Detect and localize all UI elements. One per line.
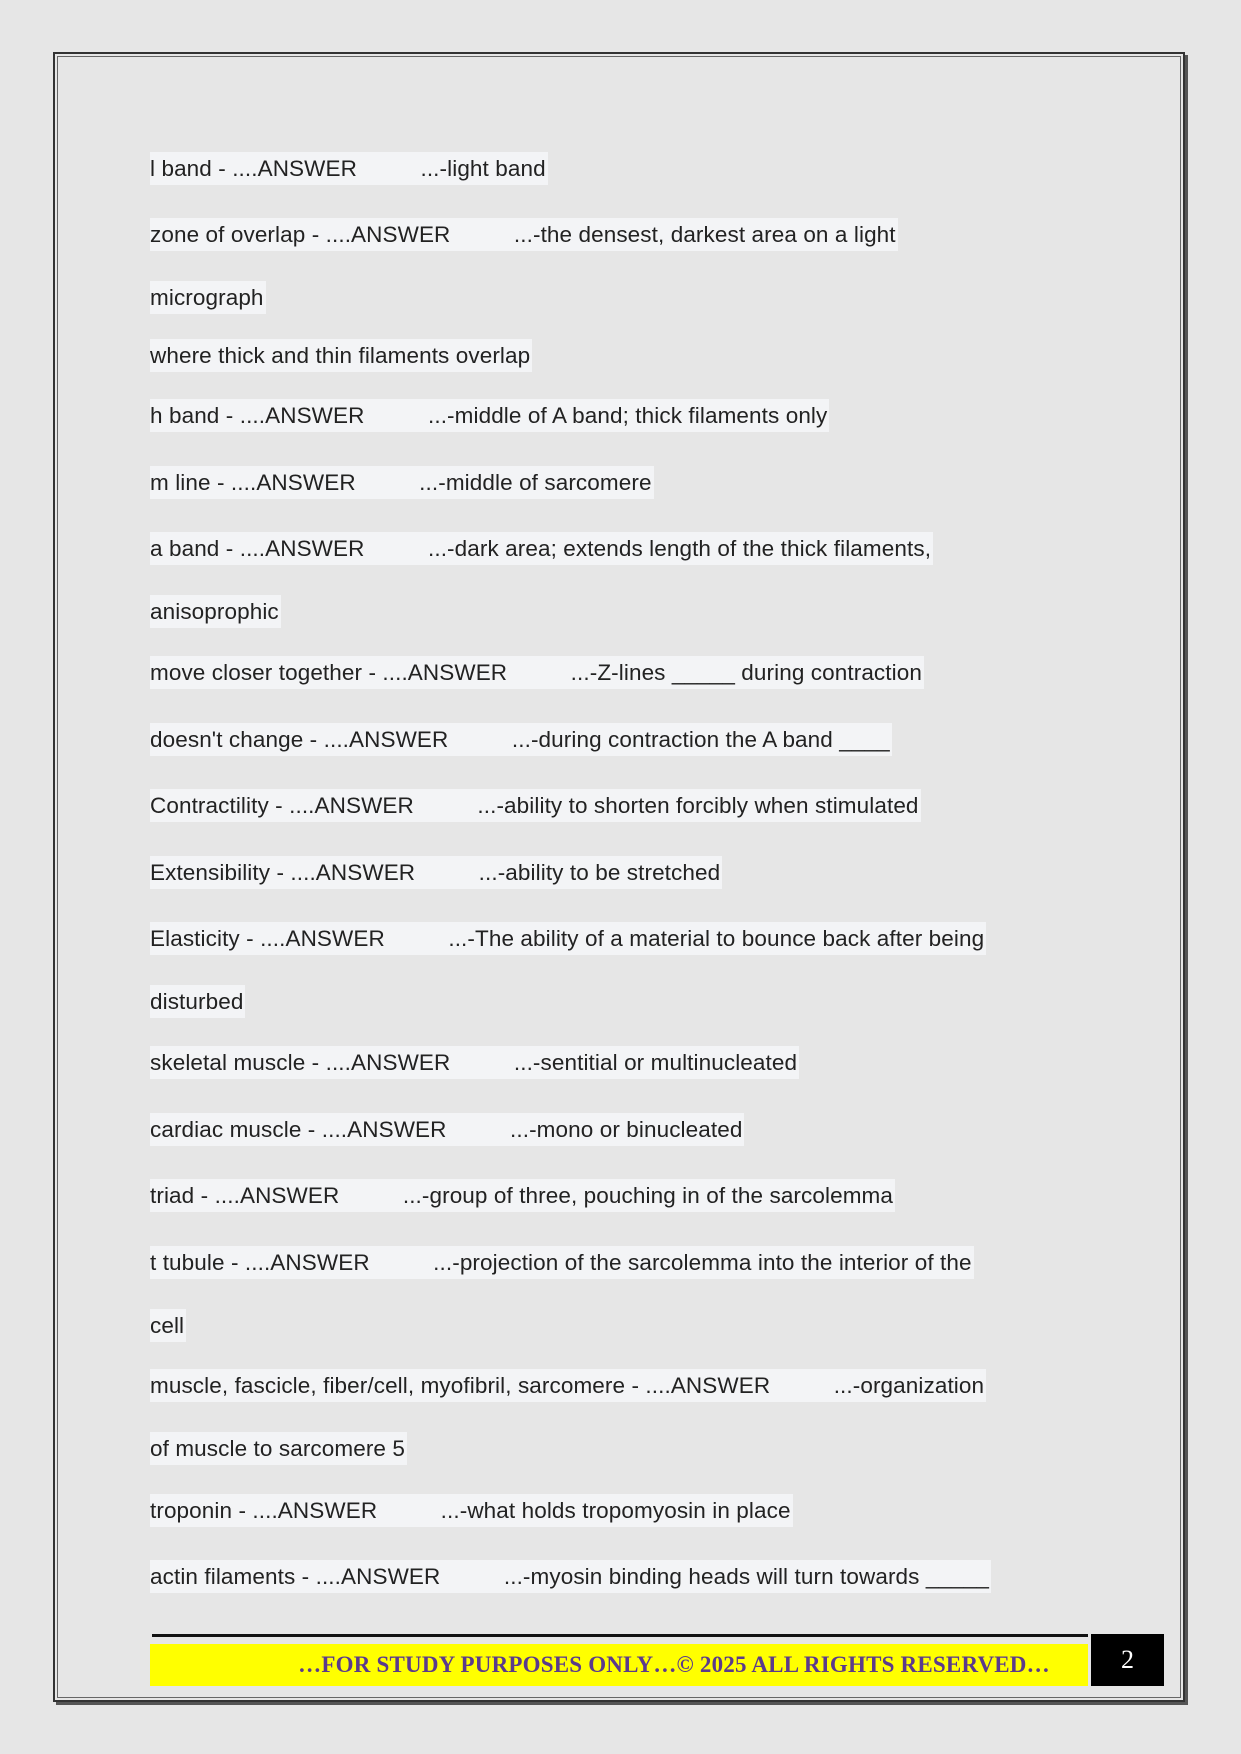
footer-copyright-text: …FOR STUDY PURPOSES ONLY…© 2025 ALL RIGHTS RESERVED… — [298, 1652, 1050, 1677]
entry-line: Extensibility - ....ANSWER ...-ability to be stretched — [150, 856, 722, 889]
entry-line: move closer together - ....ANSWER ...-Z-lines _____ during contraction — [150, 656, 924, 689]
entry-line: h band - ....ANSWER ...-middle of A band; thick filaments only — [150, 399, 829, 432]
entry-zone-of-overlap — [150, 218, 898, 314]
entry-doesnt-change — [150, 723, 892, 756]
entry-line: doesn't change - ....ANSWER ...-during contraction the A band ____ — [150, 723, 892, 756]
entry-t-tubule — [150, 1246, 974, 1342]
entry-triad — [150, 1179, 895, 1212]
entry-line: anisoprophic — [150, 595, 281, 628]
entry-line: skeletal muscle - ....ANSWER ...-sentitial or multinucleated — [150, 1046, 799, 1079]
entry-cardiac-muscle — [150, 1113, 744, 1146]
footer-divider — [152, 1634, 1088, 1637]
entry-line: troponin - ....ANSWER ...-what holds tropomyosin in place — [150, 1494, 793, 1527]
page-number: 2 — [1091, 1634, 1164, 1686]
entry-line: of muscle to sarcomere 5 — [150, 1432, 407, 1465]
entry-h-band — [150, 399, 829, 432]
entry-line: m line - ....ANSWER ...-middle of sarcomere — [150, 466, 654, 499]
entry-contractility — [150, 789, 921, 822]
entry-line: where thick and thin filaments overlap — [150, 339, 532, 372]
entry-line: cardiac muscle - ....ANSWER ...-mono or binucleated — [150, 1113, 744, 1146]
entry-elasticity — [150, 922, 986, 1018]
entry-line: Contractility - ....ANSWER ...-ability to shorten forcibly when stimulated — [150, 789, 921, 822]
entry-actin-filaments — [150, 1560, 991, 1593]
entry-m-line — [150, 466, 654, 499]
entry-skeletal-muscle — [150, 1046, 799, 1079]
entry-line: muscle, fascicle, fiber/cell, myofibril, sarcomere - ....ANSWER ...-organization — [150, 1369, 986, 1402]
entry-line: Elasticity - ....ANSWER ...-The ability of a material to bounce back after being — [150, 922, 986, 955]
entry-line: actin filaments - ....ANSWER ...-myosin binding heads will turn towards _____ — [150, 1560, 991, 1593]
entry-line: a band - ....ANSWER ...-dark area; extends length of the thick filaments, — [150, 532, 933, 565]
entry-move-closer-together — [150, 656, 924, 689]
entry-line: disturbed — [150, 985, 245, 1018]
entry-extensibility — [150, 856, 722, 889]
entry-line: triad - ....ANSWER ...-group of three, pouching in of the sarcolemma — [150, 1179, 895, 1212]
entry-muscle-organization — [150, 1369, 986, 1465]
entry-line: cell — [150, 1309, 186, 1342]
entry-l-band — [150, 152, 548, 185]
entry-troponin — [150, 1494, 793, 1527]
entry-line: micrograph — [150, 281, 266, 314]
entry-thick-thin-overlap — [150, 339, 532, 372]
footer-banner — [150, 1644, 1088, 1686]
entry-line: t tubule - ....ANSWER ...-projection of the sarcolemma into the interior of the — [150, 1246, 974, 1279]
entry-line: l band - ....ANSWER ...-light band — [150, 152, 548, 185]
entry-a-band — [150, 532, 933, 628]
entry-line: zone of overlap - ....ANSWER ...-the densest, darkest area on a light — [150, 218, 898, 251]
